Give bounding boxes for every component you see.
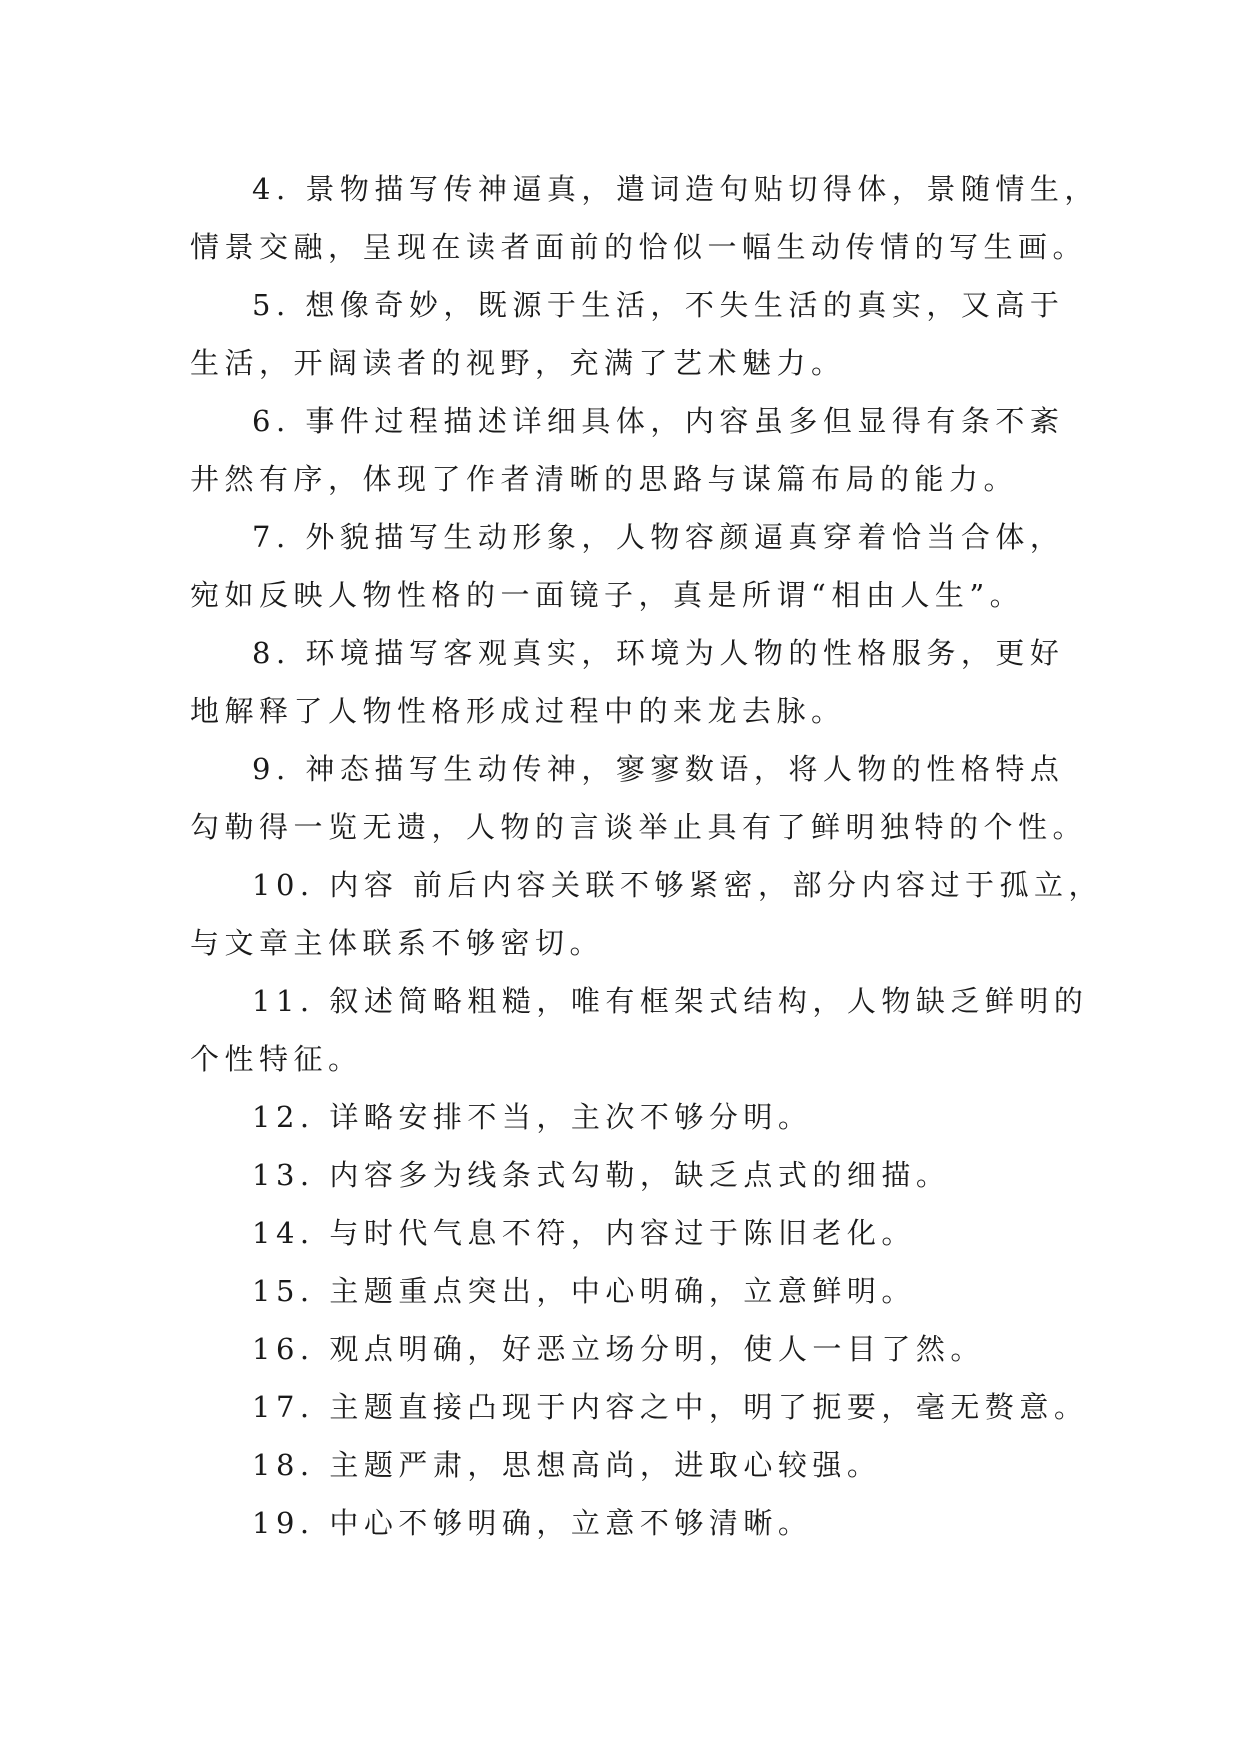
- paragraph-2: [190, 276, 1070, 392]
- paragraph-11: [190, 1204, 1070, 1262]
- paragraph-9: [190, 1088, 1070, 1146]
- paragraph-6: [190, 740, 1088, 856]
- paragraph-first-line: 14. 与时代气息不符，内容过于陈旧老化。: [252, 1216, 916, 1250]
- paragraph-first-line: 10. 内容 前后内容关联不够紧密，部分内容过于孤立，: [252, 868, 1104, 902]
- paragraph-1: [190, 160, 1099, 276]
- paragraph-first-line: 9. 神态描写生动传神，寥寥数语，将人物的性格特点: [252, 752, 1065, 786]
- paragraph-first-line: 18. 主题严肃，思想高尚，进取心较强。: [252, 1448, 882, 1482]
- paragraph-first-line: 11. 叙述简略粗糙，唯有框架式结构，人物缺乏鲜明的: [252, 984, 1089, 1018]
- paragraph-first-line: 4. 景物描写传神逼真，遣词造句贴切得体，景随情生，: [252, 172, 1099, 206]
- document-body: [190, 160, 1104, 1552]
- paragraph-10: [190, 1146, 1070, 1204]
- paragraph-first-line: 13. 内容多为线条式勾勒，缺乏点式的细描。: [252, 1158, 951, 1192]
- paragraph-first-line: 17. 主题直接凸现于内容之中，明了扼要，毫无赘意。: [252, 1390, 1089, 1424]
- paragraph-continuation-line: 与文章主体联系不够密切。: [190, 926, 605, 960]
- paragraph-15: [190, 1436, 1070, 1494]
- paragraph-5: [190, 624, 1070, 740]
- paragraph-first-line: 7. 外貌描写生动形象，人物容颜逼真穿着恰当合体，: [252, 520, 1065, 554]
- paragraph-13: [190, 1320, 1070, 1378]
- paragraph-3: [190, 392, 1070, 508]
- paragraph-16: [190, 1494, 1070, 1552]
- paragraph-4: [190, 508, 1070, 624]
- paragraph-continuation-line: 井然有序，体现了作者清晰的思路与谋篇布局的能力。: [190, 462, 1019, 496]
- paragraph-continuation-line: 生活，开阔读者的视野，充满了艺术魅力。: [190, 346, 846, 380]
- paragraph-first-line: 16. 观点明确，好恶立场分明，使人一目了然。: [252, 1332, 985, 1366]
- paragraph-first-line: 12. 详略安排不当，主次不够分明。: [252, 1100, 813, 1134]
- paragraph-first-line: 19. 中心不够明确，立意不够清晰。: [252, 1506, 813, 1540]
- paragraph-14: [190, 1378, 1089, 1436]
- paragraph-7: [190, 856, 1104, 972]
- paragraph-continuation-line: 宛如反映人物性格的一面镜子，真是所谓“相由人生”。: [190, 578, 1025, 612]
- paragraph-continuation-line: 地解释了人物性格形成过程中的来龙去脉。: [190, 694, 846, 728]
- paragraph-first-line: 15. 主题重点突出，中心明确，立意鲜明。: [252, 1274, 916, 1308]
- paragraph-first-line: 6. 事件过程描述详细具体，内容虽多但显得有条不紊: [252, 404, 1065, 438]
- paragraph-first-line: 8. 环境描写客观真实，环境为人物的性格服务，更好: [252, 636, 1065, 670]
- paragraph-continuation-line: 情景交融，呈现在读者面前的恰似一幅生动传情的写生画。: [190, 230, 1088, 264]
- paragraph-8: [190, 972, 1089, 1088]
- paragraph-continuation-line: 个性特征。: [190, 1042, 363, 1076]
- paragraph-first-line: 5. 想像奇妙，既源于生活，不失生活的真实，又高于: [252, 288, 1065, 322]
- paragraph-12: [190, 1262, 1070, 1320]
- paragraph-continuation-line: 勾勒得一览无遗，人物的言谈举止具有了鲜明独特的个性。: [190, 810, 1088, 844]
